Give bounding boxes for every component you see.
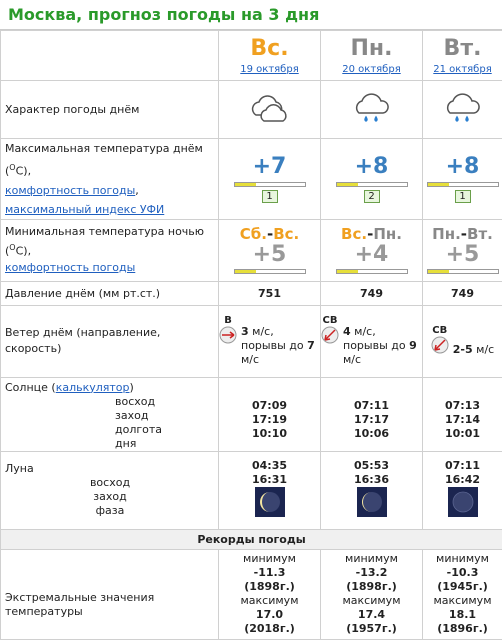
sunrise-time: 07:13: [423, 399, 502, 413]
min-temp-value: +5: [219, 243, 320, 267]
day-name: Пн.: [321, 36, 422, 62]
min-temp-cell-0: [219, 219, 321, 281]
wind-dir-block: [219, 315, 237, 347]
day-header-2: [423, 31, 502, 81]
moon-phase-icon: [255, 487, 285, 517]
record-max-year: (1957г.): [321, 622, 422, 636]
weather-cell-2: [423, 81, 502, 139]
wind-speed: 4: [343, 325, 351, 338]
sunset-time: 17:17: [321, 413, 422, 427]
moon-label-cell: [1, 451, 219, 529]
record-cell-0: [219, 549, 321, 639]
min-temp-cell-1: [321, 219, 423, 281]
cloudy-icon: [248, 91, 292, 125]
wind-unit: м/с: [476, 343, 494, 356]
wind-speed-block: [343, 315, 422, 367]
corner-cell: [1, 31, 219, 81]
night-sep: -: [461, 225, 467, 243]
moon-cell-1: [321, 451, 423, 529]
max-temp-value: +8: [423, 154, 502, 180]
extreme-label: Экстремальные значения температуры: [1, 549, 219, 639]
pressure-label: Давление днём (мм рт.ст.): [1, 281, 219, 305]
max-temp-label-end: C),: [16, 165, 31, 178]
gust-unit: м/с: [241, 353, 259, 366]
moonset-label: заход: [5, 490, 215, 504]
sun-label-cell: [1, 377, 219, 451]
record-min-year: (1898г.): [321, 580, 422, 594]
wind-speed: 3: [241, 325, 249, 338]
sun-cell-1: [321, 377, 423, 451]
record-min-year: (1945г.): [423, 580, 502, 594]
records-row: [1, 549, 502, 639]
pressure-value: 749: [321, 281, 423, 305]
day-date-link[interactable]: 19 октября: [240, 64, 298, 75]
min-temp-cell-2: [423, 219, 502, 281]
records-header: Рекорды погоды: [1, 529, 502, 549]
wind-cell-0: [219, 305, 321, 377]
uv-index-link[interactable]: максимальный индекс УФИ: [5, 203, 164, 216]
record-max-label: максимум: [423, 594, 502, 608]
daylength-time: 10:06: [321, 427, 422, 441]
degree-mark: O: [9, 163, 15, 172]
day-header-0: [219, 31, 321, 81]
min-temp-label: Минимальная температура ночью (: [5, 225, 204, 258]
min-temp-row: [1, 219, 502, 281]
comfort-bar-fill: [235, 183, 256, 186]
min-temp-label-cell: [1, 219, 219, 281]
record-max-label: максимум: [321, 594, 422, 608]
forecast-table: [0, 30, 502, 640]
min-temp-value: +5: [423, 243, 502, 267]
uv-index-badge: 1: [262, 190, 278, 203]
moonset-time: 16:36: [321, 473, 422, 487]
gust-unit: м/с: [343, 353, 361, 366]
pressure-row: [1, 281, 502, 305]
wind-unit: м/с,: [252, 325, 274, 338]
wind-direction: В: [219, 315, 237, 326]
page-title: Москва, прогноз погоды на 3 дня: [0, 0, 502, 30]
days-header-row: [1, 31, 502, 81]
wind-direction: СВ: [321, 315, 339, 326]
wind-block: [219, 315, 320, 367]
record-cell-2: [423, 549, 502, 639]
sun-calculator-link[interactable]: калькулятор: [56, 381, 130, 394]
rain-icon: [350, 91, 394, 125]
weather-label: Характер погоды днём: [1, 81, 219, 139]
sun-label-end: ): [130, 381, 134, 394]
record-max-value: 18.1: [423, 608, 502, 622]
day-date-link[interactable]: 21 октября: [433, 64, 491, 75]
night-day-b: Пн.: [373, 225, 402, 243]
sun-label: Солнце (: [5, 381, 56, 394]
moonrise-time: 07:11: [423, 459, 502, 473]
day-date-link[interactable]: 20 октября: [342, 64, 400, 75]
record-min-value: -10.3: [423, 566, 502, 580]
record-cell-1: [321, 549, 423, 639]
record-min-value: -13.2: [321, 566, 422, 580]
gust-text: порывы до: [241, 339, 304, 352]
sun-cell-0: [219, 377, 321, 451]
comfort-bar: [234, 182, 306, 187]
night-period: [321, 225, 422, 243]
night-day-a: Сб.: [240, 225, 267, 243]
night-period: [423, 225, 502, 243]
wind-arrow-icon: [219, 326, 237, 344]
moon-label: Луна: [5, 462, 218, 476]
uv-index-badge: 1: [455, 190, 471, 203]
wind-unit: м/с,: [354, 325, 376, 338]
night-period: [219, 225, 320, 243]
comfort-bar: [427, 269, 499, 274]
comfort-bar: [336, 269, 408, 274]
max-temp-label-cell: Максимальная температура днём ($^O$C), комфортность погоды, максимальный индекс УФИ: [1, 139, 219, 220]
record-min-label: минимум: [321, 552, 422, 566]
record-max-label: максимум: [219, 594, 320, 608]
night-day-b: Вс.: [273, 225, 299, 243]
rain-icon: [441, 91, 485, 125]
comfort-bar: [427, 182, 499, 187]
sun-sublabels: [5, 395, 218, 451]
record-max-year: (1896г.): [423, 622, 502, 636]
day-name: Вс.: [219, 36, 320, 62]
comfort-link[interactable]: комфортность погоды: [5, 261, 135, 274]
record-min-year: (1898г.): [219, 580, 320, 594]
sunrise-time: 07:11: [321, 399, 422, 413]
moon-cell-0: [219, 451, 321, 529]
wind-cell-2: [423, 305, 502, 377]
moonset-time: 16:42: [423, 473, 502, 487]
night-sep: -: [267, 225, 273, 243]
uv-index-badge: 2: [364, 190, 380, 203]
wind-arrow-icon: [431, 336, 449, 354]
record-min-label: минимум: [219, 552, 320, 566]
wind-block: [423, 325, 502, 357]
sun-row: [1, 377, 502, 451]
weather-row: [1, 81, 502, 139]
max-temp-cell-0: [219, 139, 321, 220]
moon-row: [1, 451, 502, 529]
max-temp-value: +7: [219, 154, 320, 180]
min-temp-value: +4: [321, 243, 422, 267]
weather-cell-1: [321, 81, 423, 139]
moon-phase-icon: [448, 487, 478, 517]
daylength-time: 10:01: [423, 427, 502, 441]
moon-phase-icon: [357, 487, 387, 517]
wind-dir-block: [321, 315, 339, 347]
moonset-time: 16:31: [219, 473, 320, 487]
night-day-a: Вс.: [341, 225, 367, 243]
weather-cell-0: [219, 81, 321, 139]
moonrise-time: 05:53: [321, 459, 422, 473]
sunrise-time: 07:09: [219, 399, 320, 413]
moon-cell-2: [423, 451, 502, 529]
comfort-link[interactable]: комфортность погоды: [5, 184, 135, 197]
max-temp-cell-1: [321, 139, 423, 220]
moonphase-label: фаза: [5, 504, 215, 518]
wind-cell-1: [321, 305, 423, 377]
pressure-value: 749: [423, 281, 502, 305]
wind-dir-block: [431, 325, 449, 357]
comfort-bar-fill: [337, 270, 358, 273]
records-header-row: [1, 529, 502, 549]
sunset-time: 17:14: [423, 413, 502, 427]
min-temp-label-end: C),: [16, 245, 31, 258]
wind-block: [321, 315, 422, 367]
max-temp-label: Максимальная температура днём (: [5, 142, 203, 178]
gust-speed: 7: [307, 339, 315, 352]
record-max-year: (2018г.): [219, 622, 320, 636]
comfort-bar: [336, 182, 408, 187]
wind-direction: СВ: [431, 325, 449, 336]
wind-arrow-icon: [321, 326, 339, 344]
wind-speed: 2-5: [453, 343, 473, 356]
record-max-value: 17.4: [321, 608, 422, 622]
record-max-value: 17.0: [219, 608, 320, 622]
daylength-label: долгота дня: [115, 423, 130, 451]
night-day-b: Вт.: [467, 225, 493, 243]
record-min-value: -11.3: [219, 566, 320, 580]
pressure-value: 751: [219, 281, 321, 305]
night-sep: -: [367, 225, 373, 243]
sunset-time: 17:19: [219, 413, 320, 427]
sunrise-label: восход: [115, 395, 130, 409]
max-temp-row: [1, 139, 502, 220]
comfort-bar: [234, 269, 306, 274]
wind-speed-block: [453, 325, 494, 357]
sun-cell-2: [423, 377, 502, 451]
wind-speed-block: [241, 315, 320, 367]
sunset-label: заход: [115, 409, 130, 423]
moonrise-time: 04:35: [219, 459, 320, 473]
max-temp-cell-2: [423, 139, 502, 220]
day-header-1: [321, 31, 423, 81]
night-day-a: Пн.: [432, 225, 461, 243]
moonrise-label: восход: [5, 476, 215, 490]
day-name: Вт.: [423, 36, 502, 62]
gust-speed: 9: [409, 339, 417, 352]
comfort-bar-fill: [428, 270, 449, 273]
daylength-time: 10:10: [219, 427, 320, 441]
wind-row: [1, 305, 502, 377]
comfort-bar-fill: [428, 183, 449, 186]
comfort-bar-fill: [235, 270, 256, 273]
gust-text: порывы до: [343, 339, 406, 352]
max-temp-value: +8: [321, 154, 422, 180]
degree-mark: O: [9, 243, 15, 252]
wind-label: Ветер днём (направление, скорость): [1, 305, 219, 377]
record-min-label: минимум: [423, 552, 502, 566]
comfort-bar-fill: [337, 183, 358, 186]
